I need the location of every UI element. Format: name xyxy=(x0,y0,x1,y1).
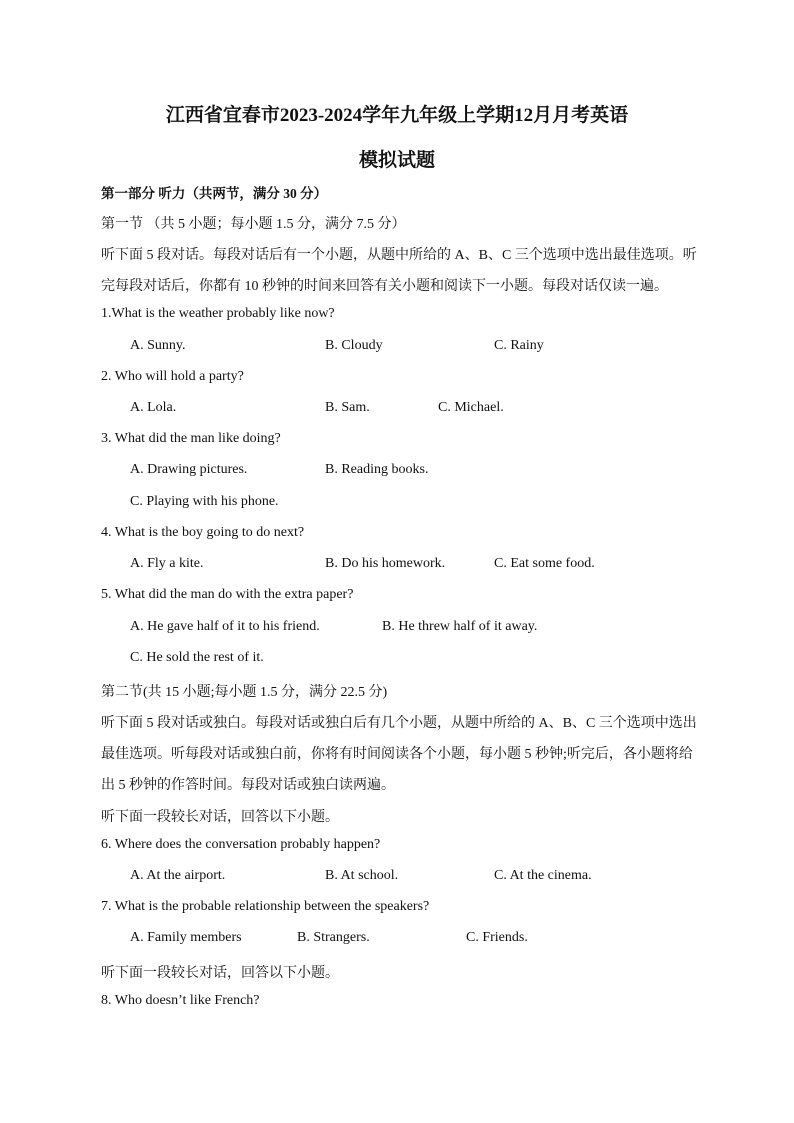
option-c: C. Eat some food. xyxy=(494,556,595,571)
option-a: A. At the airport. xyxy=(130,868,226,883)
option-c: C. Friends. xyxy=(466,930,528,945)
option-b: B. Cloudy xyxy=(325,338,383,353)
question-text: 1.What is the weather probably like now? xyxy=(101,306,335,321)
document-subtitle: 模拟试题 xyxy=(358,150,435,171)
section1-instruction-line: 听下面 5 段对话。每段对话后有一个小题，从题中所给的 A、B、C 三个选项中选出最佳选项。听 xyxy=(101,248,697,263)
question-text: 5. What did the man do with the extra paper? xyxy=(101,587,354,602)
option-c: C. Michael. xyxy=(438,400,504,415)
option-c: C. Playing with his phone. xyxy=(130,494,279,509)
question-text: 8. Who doesn’t like French? xyxy=(101,993,260,1008)
section2-instruction-line: 最佳选项。听每段对话或独白前，你将有时间阅读各个小题，每小题 5 秒钟;听完后，各小题将给 xyxy=(101,747,693,762)
option-b: B. Strangers. xyxy=(297,930,370,945)
question-text: 6. Where does the conversation probably happen? xyxy=(101,837,381,852)
option-c: C. He sold the rest of it. xyxy=(130,650,264,665)
option-b: B. At school. xyxy=(325,868,399,883)
section1-heading: 第一节 （共 5 小题；每小题 1.5 分，满分 7.5 分） xyxy=(101,217,406,232)
option-c: C. Rainy xyxy=(494,338,544,353)
option-a: A. He gave half of it to his friend. xyxy=(130,619,320,634)
question-text: 3. What did the man like doing? xyxy=(101,431,281,446)
long-dialogue-note: 听下面一段较长对话，回答以下小题。 xyxy=(101,810,339,825)
option-a: A. Family members xyxy=(130,930,242,945)
option-b: B. Do his homework. xyxy=(325,556,446,571)
option-b: B. Reading books. xyxy=(325,462,429,477)
option-b: B. Sam. xyxy=(325,400,370,415)
option-b: B. He threw half of it away. xyxy=(382,619,538,634)
question-text: 7. What is the probable relationship between the speakers? xyxy=(101,899,430,914)
section2-instruction-line: 出 5 秒钟的作答时间。每段对话或独白读两遍。 xyxy=(101,778,395,793)
part1-heading: 第一部分 听力（共两节，满分 30 分） xyxy=(101,186,328,201)
long-dialogue-note: 听下面一段较长对话，回答以下小题。 xyxy=(101,966,339,981)
section2-heading: 第二节(共 15 小题;每小题 1.5 分，满分 22.5 分) xyxy=(101,685,388,700)
option-c: C. At the cinema. xyxy=(494,868,592,883)
question-text: 4. What is the boy going to do next? xyxy=(101,525,305,540)
option-a: A. Fly a kite. xyxy=(130,556,204,571)
section1-instruction-line: 完每段对话后，你都有 10 秒钟的时间来回答有关小题和阅读下一小题。每段对话仅读一遍。 xyxy=(101,279,668,294)
question-text: 2. Who will hold a party? xyxy=(101,369,244,384)
option-a: A. Sunny. xyxy=(130,338,186,353)
section2-instruction-line: 听下面 5 段对话或独白。每段对话或独白后有几个小题，从题中所给的 A、B、C 三个选项中选出 xyxy=(101,716,697,731)
option-a: A. Lola. xyxy=(130,400,177,415)
option-a: A. Drawing pictures. xyxy=(130,462,248,477)
document-title: 江西省宜春市2023-2024学年九年级上学期12月月考英语 xyxy=(165,105,629,126)
